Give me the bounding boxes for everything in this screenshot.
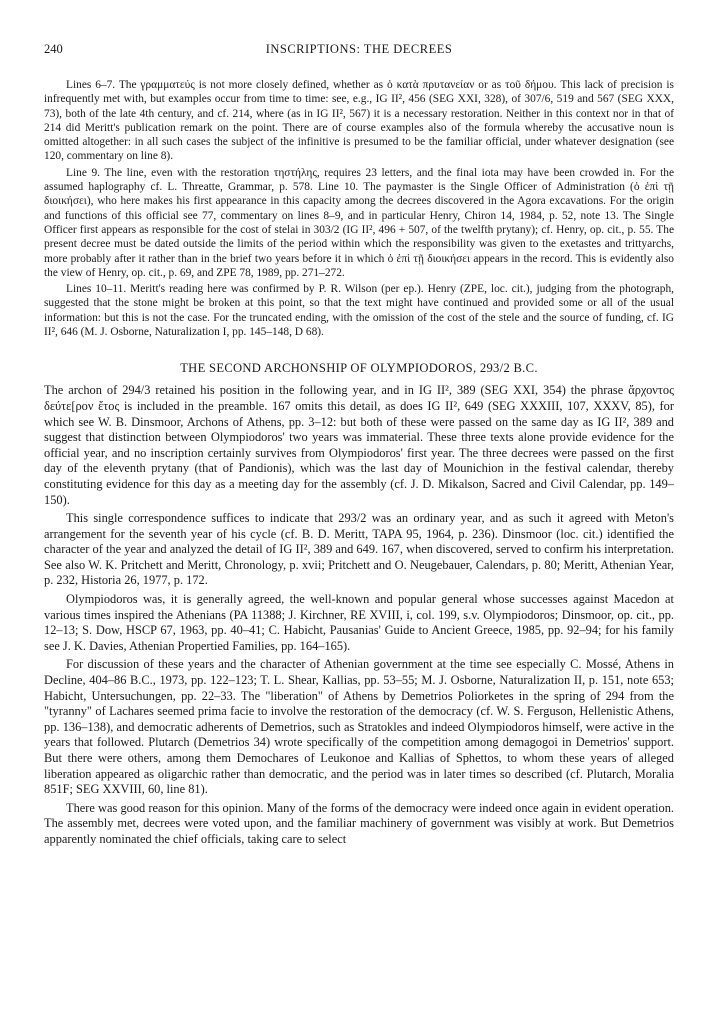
commentary-paragraph: Line 9. The line, even with the restoration τηστήλης, requires 23 letters, and the final iota may have been crowded in. For the assumed haplography cf. L. Threatte, Grammar, p. 578. Line 10. The paymaster is the Single Officer of Administration (ὁ ἐπὶ τῇ διοικήσει), who here makes his first appearance in this capacity among the decrees discovered in the Agora excavations. For the origin and functions of this official see 77, commentary on lines 8–9, and in particular Henry, Chiron 14, 1984, p. 52, note 13. The Single Officer first appears as responsible for the cost of stelai in 303/2 (IG II², 496 + 507, of the twelfth prytany); cf. Henry, op. cit., p. 55. The present decree must be dated outside the limits of the period within which the responsibility was given to the exetastes and trittyarchs, more probably after it rather than in the brief two years before it in which ὁ ἐπὶ τῇ διοικήσει appears in the record. This is evidently also the view of Henry, op. cit., p. 69, and ZPE 78, 1989, pp. 271–272.	[44, 166, 674, 279]
body-paragraph: The archon of 294/3 retained his position in the following year, and in IG II², 389 (SEG XXI, 354) the phrase ἄρχοντος δεύτε[ρον ἔτος is included in the preamble. 167 omits this detail, as does IG II², 649 (SEG XXXIII, 107, XXXV, 85), for which see W. B. Dinsmoor, Archons of Athens, pp. 3–12: but both of these were passed on the same day as IG II², 389 and suggest that distinction between Olympiodoros' two years was immaterial. These three texts alone provide evidence for the official year, and no inscription certainly survives from Olympiodoros' first year. The three decrees were passed on the first day of the eleventh prytany (that of Pandionis), which was the last day of Mounichion in the festival calendar, thereby constituting evidence for this day as a meeting day for the assembly (cf. J. D. Mikalson, Sacred and Civil Calendar, pp. 149–150).	[44, 383, 674, 507]
commentary-paragraph: Lines 10–11. Meritt's reading here was confirmed by P. R. Wilson (per ep.). Henry (ZPE, loc. cit.), judging from the photograph, suggested that the stone might be broken at this point, so that the text might have continued and provided some or all of the usual information: but this is not the case. For the truncated ending, with the omission of the cost of the stele and the source of funding, cf. IG II², 646 (M. J. Osborne, Naturalization I, pp. 145–148, D 68).	[44, 283, 674, 339]
running-head: INSCRIPTIONS: THE DECREES	[265, 42, 453, 56]
body-paragraph: For discussion of these years and the character of Athenian government at the time see especially C. Mossé, Athens in Decline, 404–86 B.C., 1973, pp. 122–123; T. L. Shear, Kallias, pp. 53–55; M. J. Osborne, Naturalization II, p. 151, note 653; Habicht, Untersuchungen, pp. 22–33. The "liberation" of Athens by Demetrios Poliorketes in the spring of 294 from the "tyranny" of Lachares seemed prima facie to involve the restoration of the democracy (cf. W. S. Ferguson, Hellenistic Athens, pp. 136–138), and democratic adherents of Demetrios, such as Stratokles and indeed Olympiodoros himself, were active in the years that followed. Plutarch (Demetrios 34) wrote specifically of the competition among demagogoi in Demetrios' support. But there were others, among them Demochares of Leukonoe and Kallias of Sphettos, to whom these years of alleged liberation appeared as oligarchic rather than democratic, and the period was in later times so described (cf. Plutarch, Moralia 851F; SEG XXVIII, 60, line 81).	[44, 657, 674, 797]
commentary-paragraph: Lines 6–7. The γραμματεύς is not more closely defined, whether as ὁ κατὰ πρυτανείαν or as τοῦ δήμου. This lack of precision is infrequently met with, but examples occur from time to time: see, e.g., IG II², 456 (SEG XXI, 328), of 307/6, 519 and 567 (SEG XXX, 73), both of the late 4th century, and cf. 214, where (as in IG II², 567) it is a necessary restoration. Neither in this context nor in that of 214 did Meritt's publication remark on the point. There are of course examples also of the formula whereby the accusative noun is omitted altogether: in all such cases the subject of the infinitive is presumed to be the familiar official, under whatever designation (see 120, commentary on line 8).	[44, 79, 674, 163]
body-paragraph: There was good reason for this opinion. Many of the forms of the democracy were indeed once again in evident operation. The assembly met, decrees were voted upon, and the familiar machinery of government was visibly at work. But Demetrios apparently nominated the chief officials, taking care to select	[44, 800, 674, 846]
body-section	[44, 383, 674, 847]
commentary-section	[44, 78, 674, 339]
page-header	[44, 42, 674, 62]
section-title: THE SECOND ARCHONSHIP OF OLYMPIODOROS, 293/2 B.C.	[180, 361, 538, 376]
body-paragraph: This single correspondence suffices to indicate that 293/2 was an ordinary year, and as such it agreed with Meton's arrangement for the seventh year of his cycle (cf. B. D. Meritt, TAPA 95, 1964, p. 236). Dinsmoor (loc. cit.) identified the character of the year and analyzed the detail of IG II², 389 and 649. 167, when discovered, served to confirm his interpretation. See also W. K. Pritchett and Meritt, Chronology, p. xvii; Pritchett and O. Neugebauer, Calendars, p. 80; Meritt, Athenian Year, p. 232, Historia 26, 1977, p. 172.	[44, 511, 674, 588]
page	[44, 42, 674, 851]
body-paragraph: Olympiodoros was, it is generally agreed, the well-known and popular general whose successes against Macedon at various times inspired the Athenians (PA 11388; J. Kirchner, RE XVIII, i, col. 199, s.v. Olympiodoros; Dinsmoor, op. cit., pp. 12–13; S. Dow, HSCP 67, 1963, pp. 40–41; C. Habicht, Pausanias' Guide to Ancient Greece, 1985, pp. 92–94; for his family see J. K. Davies, Athenian Propertied Families, pp. 164–165).	[44, 592, 674, 653]
page-number: 240	[44, 42, 63, 56]
